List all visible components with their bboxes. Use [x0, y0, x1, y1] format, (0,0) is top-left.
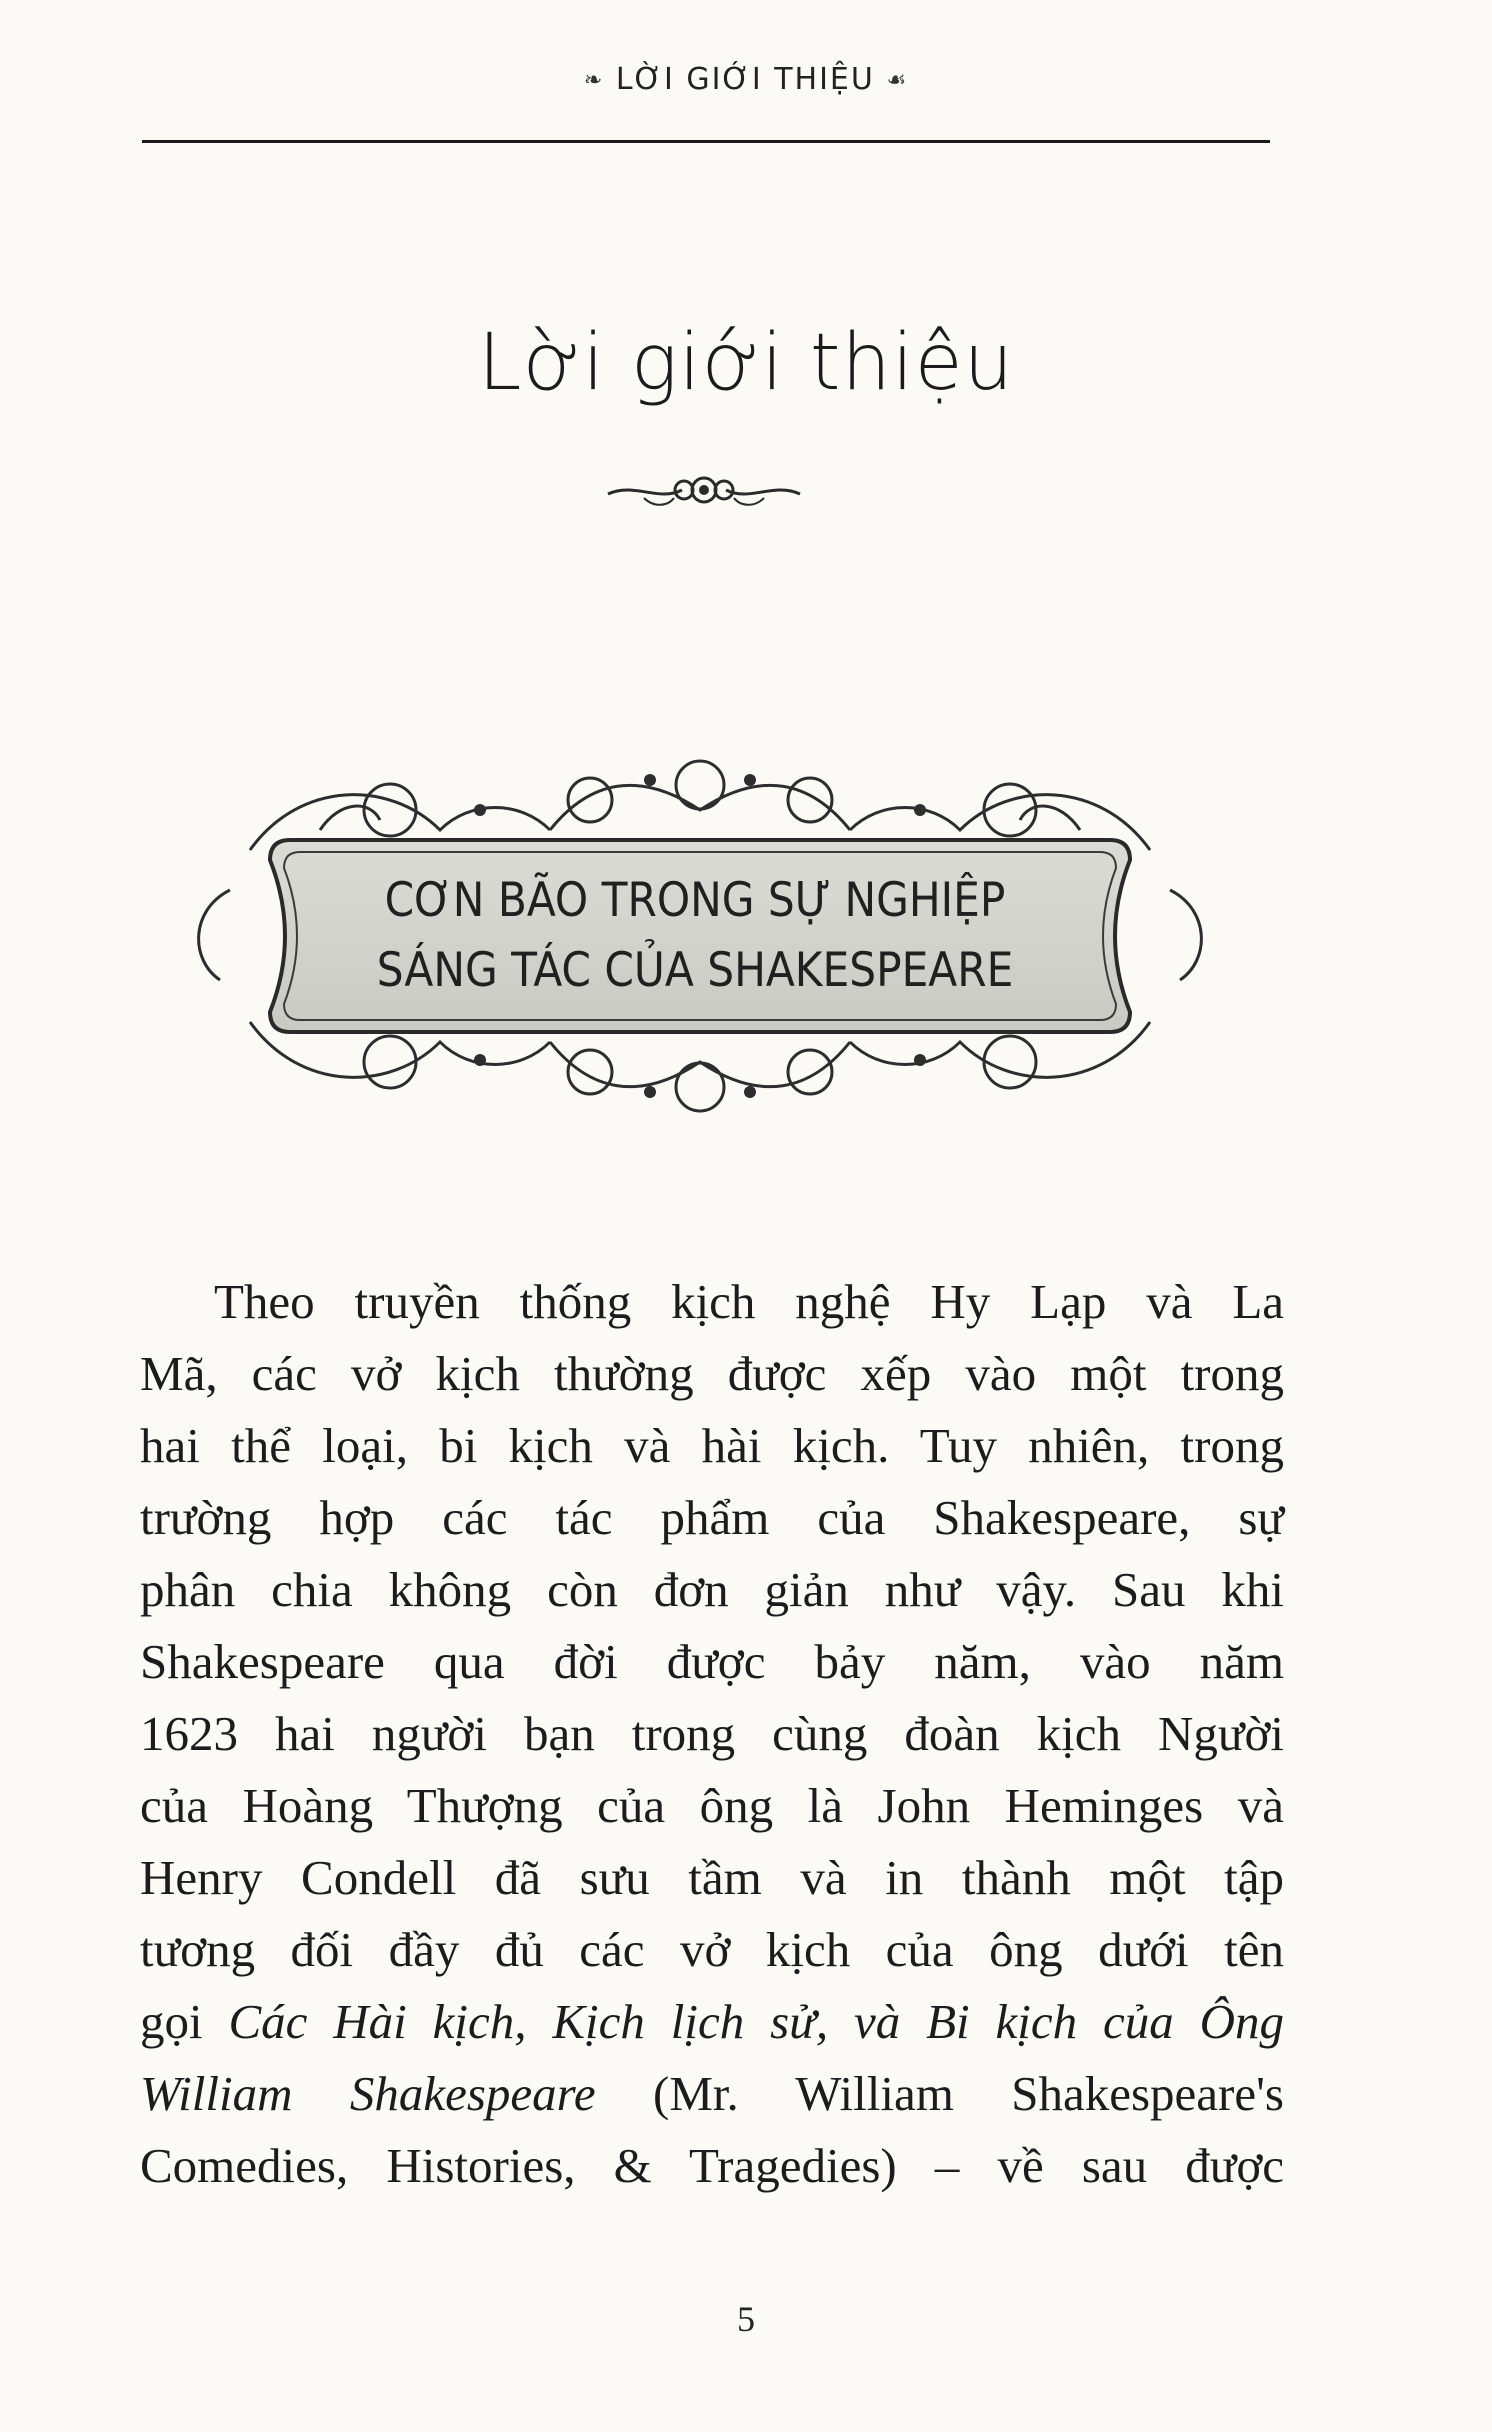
section-title-line-1: CƠN BÃO TRONG SỰ NGHIỆP [384, 873, 1006, 928]
header-rule [142, 140, 1270, 143]
body-line: hai thể loại, bi kịch và hài kịch. Tuy nhiên, trong [140, 1418, 1284, 1473]
body-line: Shakespeare qua đời được bảy năm, vào năm [140, 1634, 1284, 1689]
section-title-line-2: SÁNG TÁC CỦA SHAKESPEARE [376, 943, 1014, 998]
book-title-italic: William Shakespeare [140, 2066, 596, 2121]
body-line: Comedies, Histories, & Tragedies) – về sau được [140, 2138, 1284, 2193]
page-number: 5 [737, 2299, 755, 2339]
body-line: Theo truyền thống kịch nghệ Hy Lạp và La [214, 1274, 1284, 1329]
running-head [0, 62, 1492, 97]
body-line: phân chia không còn đơn giản như vậy. Sau khi [140, 1562, 1284, 1617]
body-line [140, 1986, 1284, 2058]
flourish-ornament-icon [604, 468, 804, 514]
book-title-italic: Các Hài kịch, Kịch lịch sử, và Bi kịch của Ông [228, 1994, 1284, 2049]
body-text-segment: (Mr. William Shakespeare's [595, 2066, 1284, 2121]
right-ornament-icon: ☙ [886, 68, 909, 93]
chapter-title: Lời giới thiệu [477, 318, 1015, 408]
running-head-text: LỜI GIỚI THIỆU [615, 62, 875, 97]
body-line: tương đối đầy đủ các vở kịch của ông dưới tên [140, 1922, 1284, 1977]
body-line [140, 2058, 1284, 2130]
body-line: của Hoàng Thượng của ông là John Heminges và [140, 1778, 1284, 1833]
body-line: Mã, các vở kịch thường được xếp vào một trong [140, 1346, 1284, 1401]
body-line: 1623 hai người bạn trong cùng đoàn kịch Người [140, 1706, 1284, 1761]
left-ornament-icon: ❧ [583, 68, 605, 93]
section-title [270, 866, 1120, 1006]
body-line: trường hợp các tác phẩm của Shakespeare, sự [140, 1490, 1284, 1545]
body-line: Henry Condell đã sưu tầm và in thành một tập [140, 1850, 1284, 1905]
body-text-segment: gọi [140, 1994, 229, 2049]
body-paragraph [140, 1266, 1284, 2202]
